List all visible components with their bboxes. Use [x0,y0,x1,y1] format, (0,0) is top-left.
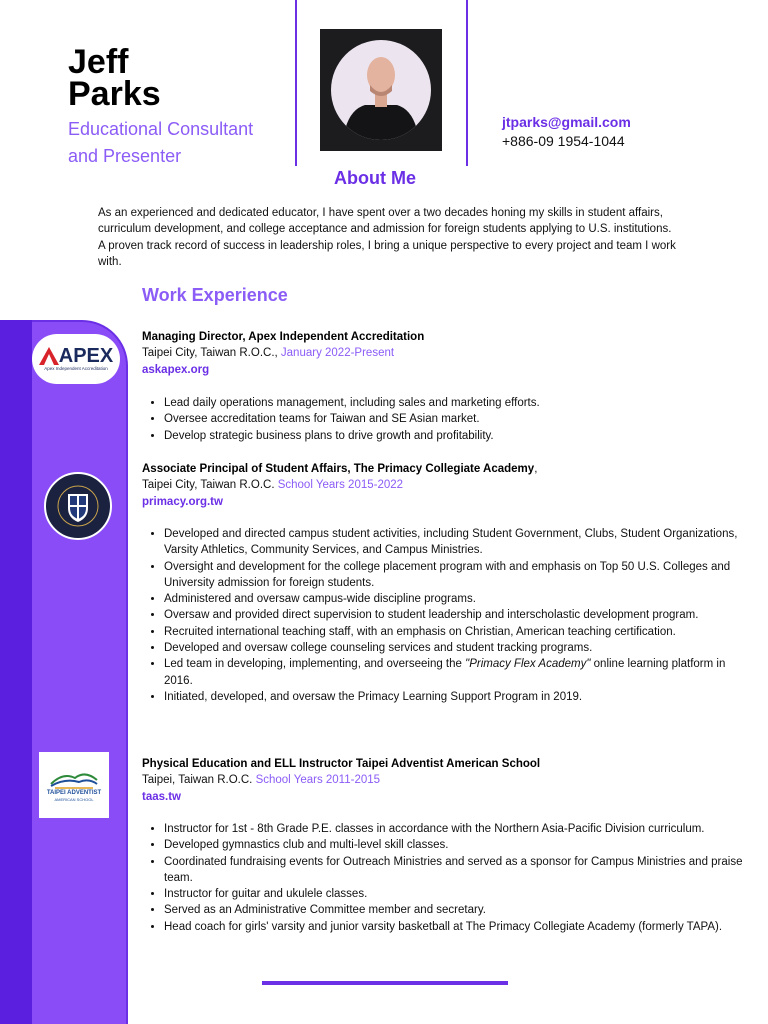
job-headline [68,116,308,170]
apex-logo-text: APEX [58,345,114,367]
job-website-link[interactable]: askapex.org [142,363,210,376]
list-item: • Oversee accreditation teams for Taiwan and SE Asian market. [164,411,754,427]
job-location [142,345,742,361]
work-experience-heading: Work Experience [142,285,288,305]
taas-logo-text: TAIPEI ADVENTIST [46,790,102,796]
job-bullet-list [142,526,754,705]
job-dates: School Years 2011-2015 [255,774,381,787]
list-item: • Oversight and development for the college placement program with and emphasis on Top 50 U.S. Colleges and University admission for foreign students. [164,559,754,592]
job-dates: School Years 2015-2022 [277,479,404,492]
list-item: • Develop strategic business plans to drive growth and profitability. [164,428,754,444]
email-link[interactable]: jtparks@gmail.com [502,114,631,130]
job-location-text: Taipei City, Taiwan R.O.C., [142,347,281,360]
list-item: • Developed and directed campus student activities, including Student Government, Clubs, Student Organizations, Varsity Athletics, Community Services, and Campus Ministries. [164,526,754,559]
list-item: • Instructor for guitar and ukulele classes. [164,886,754,902]
list-item: • Developed and oversaw college counseling services and student tracking programs. [164,640,754,656]
job-entry [142,756,742,805]
primacy-logo [44,472,112,540]
profile-portrait-icon [320,29,442,151]
job-entry [142,461,742,510]
job-website-link[interactable]: primacy.org.tw [142,495,223,508]
job-title: Physical Education and ELL Instructor Taipei Adventist American School [142,758,541,770]
flex-text-prefix: Led team in developing, implementing, and overseeing the [164,658,466,671]
job-website-link[interactable]: taas.tw [142,790,181,803]
about-paragraph: As an experienced and dedicated educator, I have spent over a two decades honing my skills in student affairs, curriculum development, and college acceptance and admission for foreign students applying to U.S. institutions. A proven track record of success in leadership roles, I bring a unique perspective to every project and team I work with. [98,207,676,268]
job-title: Associate Principal of Student Affairs, The Primacy Collegiate Academy [142,463,535,475]
list-item: • Initiated, developed, and oversaw the Primacy Learning Support Program in 2019. [164,689,754,705]
header-divider-right [466,0,468,166]
footer-accent-bar [262,981,508,985]
flex-text-suffix: online learning platform in 2016. [164,658,726,687]
list-item: • Administered and oversaw campus-wide discipline programs. [164,591,754,607]
last-name: Parks [68,75,161,113]
candidate-name [68,43,161,113]
job-bullet-list [142,395,754,444]
job-dates: January 2022-Present [280,347,395,360]
list-item: • Coordinated fundraising events for Outreach Ministries and served as a sponsor for Campus Ministries and praise team. [164,854,754,887]
list-item: • Instructor for 1st - 8th Grade P.E. classes in accordance with the Northern Asia-Pacific Division curriculum. [164,821,754,837]
phone-number: +886-09 1954-1044 [502,133,625,149]
first-name: Jeff [68,43,129,81]
headline-line-1: Educational Consultant [68,119,254,139]
taas-logo-subtext: AMERICAN SCHOOL [54,797,94,802]
job-title: Managing Director, Apex Independent Accreditation [142,331,425,343]
job-location [142,477,742,493]
apex-triangle-icon [39,347,59,365]
job-bullet-list [142,821,754,935]
list-item [164,656,754,689]
sidebar-band-edge [0,320,32,1024]
flex-academy-name: "Primacy Flex Academy" [465,658,591,671]
profile-photo [320,29,442,151]
taas-mountain-icon [49,768,99,790]
list-item: • Recruited international teaching staff, with an emphasis on Christian, American teaching certification. [164,624,754,640]
list-item: • Developed gymnastics club and multi-level skill classes. [164,837,754,853]
job-location-text: Taipei City, Taiwan R.O.C. [142,479,278,492]
list-item: • Oversaw and provided direct supervision to student leadership and interscholastic development program. [164,607,754,623]
apex-logo [32,334,120,384]
list-item: • Served as an Administrative Committee member and secretary. [164,902,754,918]
job-title-line [142,461,742,477]
job-location [142,772,742,788]
list-item: • Head coach for girls' varsity and junior varsity basketball at The Primacy Collegiate Academy (formerly TAPA). [164,919,754,935]
list-item: • Lead daily operations management, including sales and marketing efforts. [164,395,754,411]
about-heading: About Me [334,168,416,188]
sidebar-band-inner [28,322,126,1024]
job-location-text: Taipei, Taiwan R.O.C. [142,774,256,787]
job-entry [142,329,742,378]
job-title-suffix: , [534,463,538,475]
headline-line-2: and Presenter [68,146,182,166]
primacy-crest-icon [56,484,100,528]
apex-logo-subtext: Apex Independent Accreditation [44,366,108,371]
taas-logo [39,752,109,818]
